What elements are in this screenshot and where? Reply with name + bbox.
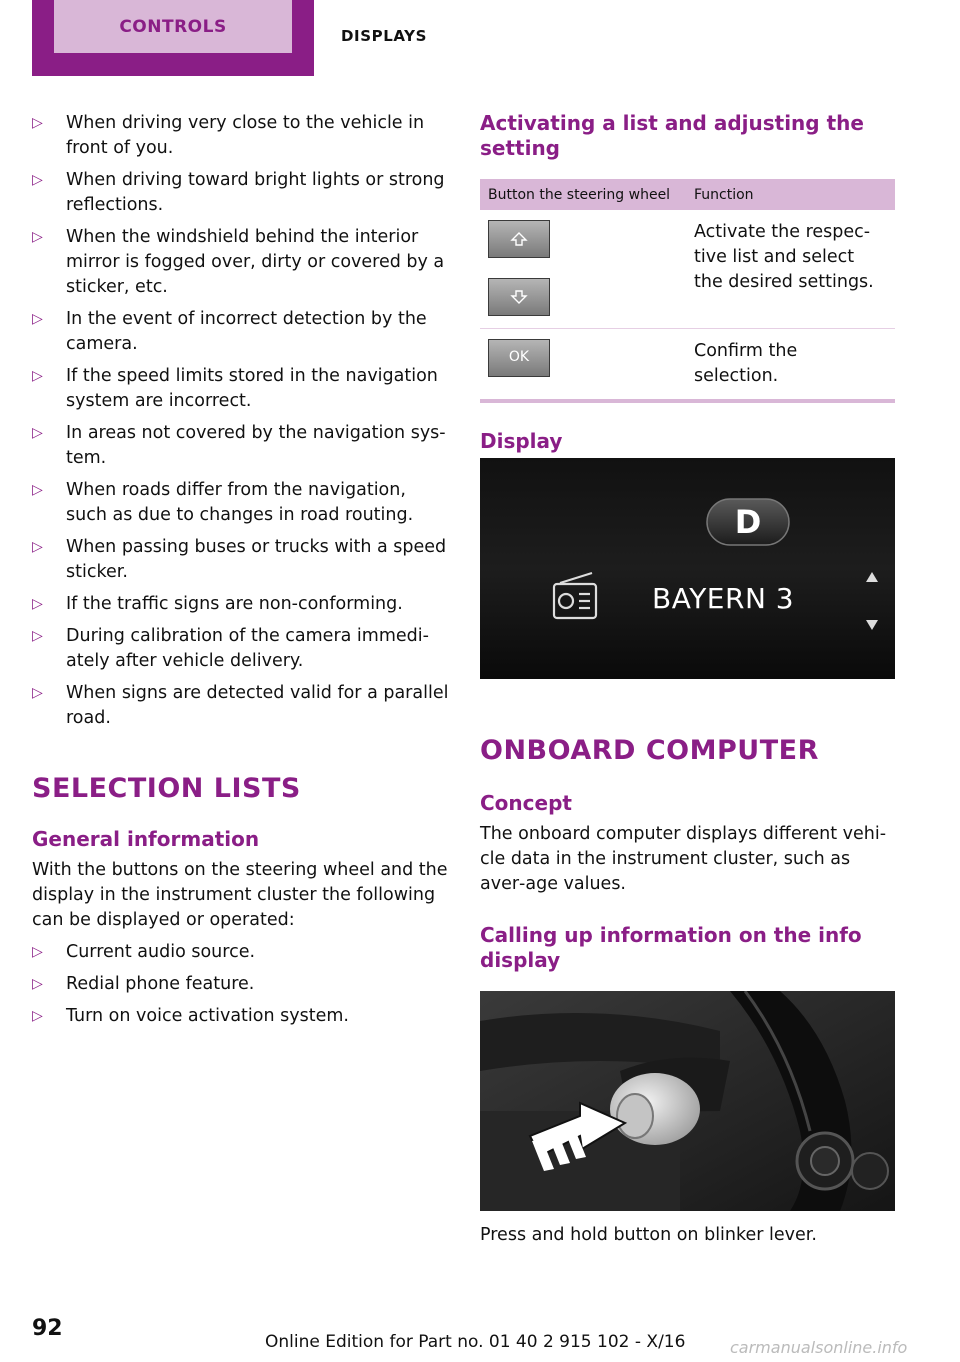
lever-caption: Press and hold button on blinker lever. xyxy=(480,1225,817,1245)
triangle-bullet-icon: ▷ xyxy=(32,976,43,992)
section-title-selection-lists: SELECTION LISTS xyxy=(32,773,301,804)
table-cell-function: Confirm the selection. xyxy=(694,340,798,386)
general-list xyxy=(32,940,450,1029)
triangle-bullet-icon: ▷ xyxy=(32,944,43,960)
list-item: ▷ During calibration of the camera immedi‐ately after vehicle delivery. xyxy=(32,626,429,671)
triangle-bullet-icon: ▷ xyxy=(32,482,43,498)
triangle-bullet-icon: ▷ xyxy=(32,368,43,384)
display-station-name: BAYERN 3 xyxy=(652,582,795,615)
heading-general-information: General information xyxy=(32,827,260,851)
limitations-list xyxy=(32,111,450,731)
left-column xyxy=(32,111,450,1036)
arrow-up-button-icon xyxy=(488,220,550,258)
tab-displays[interactable]: DISPLAYS xyxy=(341,27,428,45)
triangle-bullet-icon: ▷ xyxy=(32,1008,43,1024)
table-header-button: Button the steering wheel xyxy=(480,179,686,210)
list-item: ▷ Turn on voice activation system. xyxy=(32,1004,450,1029)
heading-activating-list: Activating a list and adjusting the setting xyxy=(480,111,864,160)
ok-button-icon: OK xyxy=(488,339,550,377)
triangle-bullet-icon: ▷ xyxy=(32,685,43,701)
triangle-bullet-icon: ▷ xyxy=(32,229,43,245)
list-item: ▷ Redial phone feature. xyxy=(32,972,450,997)
triangle-bullet-icon: ▷ xyxy=(32,596,43,612)
display-gear-indicator: D xyxy=(734,503,762,541)
list-item: ▷ When driving toward bright lights or strong reflections. xyxy=(32,170,445,215)
button-function-table xyxy=(480,179,895,403)
list-item: ▷ Current audio source. xyxy=(32,940,450,965)
list-item: ▷ When roads differ from the navigation, such as due to changes in road routing. xyxy=(32,480,414,525)
blinker-lever-image xyxy=(480,991,895,1211)
list-item: ▷ In areas not covered by the navigation sys‐tem. xyxy=(32,423,446,468)
watermark: carmanualsonline.info xyxy=(730,1338,908,1357)
list-item: ▷ When signs are detected valid for a parallel road. xyxy=(32,683,449,728)
tab-controls-label: CONTROLS xyxy=(54,0,292,53)
triangle-bullet-icon: ▷ xyxy=(32,425,43,441)
page-number: 92 xyxy=(32,1316,63,1341)
onboard-section xyxy=(480,735,895,973)
right-column xyxy=(480,111,895,454)
section-title-onboard-computer: ONBOARD COMPUTER xyxy=(480,735,819,766)
triangle-bullet-icon: ▷ xyxy=(32,172,43,188)
heading-display: Display xyxy=(480,428,563,453)
arrow-down-button-icon xyxy=(488,278,550,316)
concept-text: The onboard computer displays different vehi‐cle data in the instrument cluster, such as aver‐age values. xyxy=(480,824,887,894)
list-item: ▷ In the event of incorrect detection by the camera. xyxy=(32,309,427,354)
heading-calling-up-information: Calling up information on the info display xyxy=(480,923,862,972)
list-item: ▷ If the speed limits stored in the navigation system are incorrect. xyxy=(32,366,438,411)
tab-controls[interactable] xyxy=(32,0,314,76)
table-cell-function: Activate the respec‐tive list and select the desired settings. xyxy=(686,210,895,328)
triangle-bullet-icon: ▷ xyxy=(32,539,43,555)
table-row xyxy=(480,210,895,328)
edition-footer: Online Edition for Part no. 01 40 2 915 102 - X/16 xyxy=(265,1332,686,1352)
list-item: ▷ When driving very close to the vehicle in front of you. xyxy=(32,113,425,158)
table-row xyxy=(480,328,895,401)
general-information-text: With the buttons on the steering wheel and the display in the instrument cluster the following can be displayed or operated: xyxy=(32,860,448,930)
table-header-function: Function xyxy=(686,179,895,210)
heading-concept: Concept xyxy=(480,791,572,815)
triangle-bullet-icon: ▷ xyxy=(32,115,43,131)
list-item: ▷ When the windshield behind the interior mirror is fogged over, dirty or covered by a sticker, etc. xyxy=(32,227,445,297)
triangle-bullet-icon: ▷ xyxy=(32,311,43,327)
list-item: ▷ If the traffic signs are non-conforming. xyxy=(32,592,450,617)
triangle-bullet-icon: ▷ xyxy=(32,628,43,644)
instrument-display-image xyxy=(480,458,895,679)
list-item: ▷ When passing buses or trucks with a speed sticker. xyxy=(32,537,447,582)
